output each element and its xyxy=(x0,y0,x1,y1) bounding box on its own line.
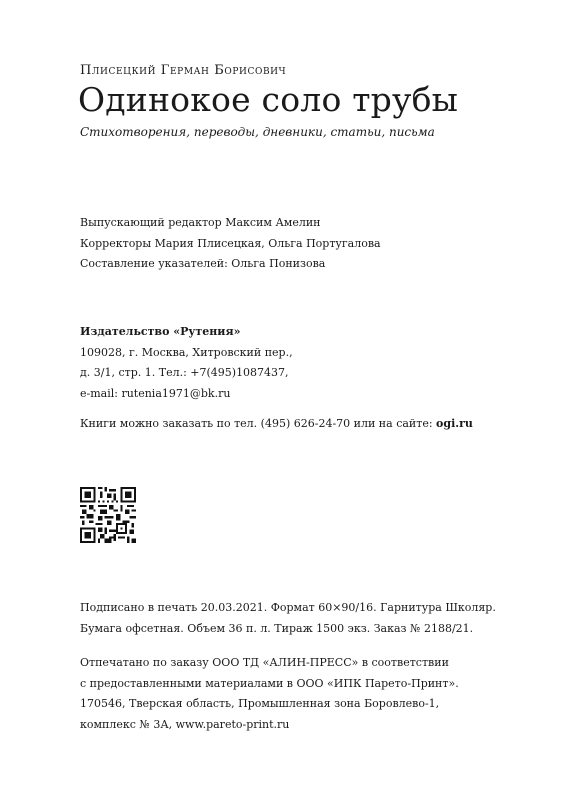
indexes-credit: Составление указателей: Ольга Понизова xyxy=(80,257,326,270)
qr-code-icon xyxy=(80,487,136,543)
author-name: Плисецкий Герман Борисович xyxy=(80,63,287,78)
publisher-address-line1: 109028, г. Москва, Хитровский пер., xyxy=(80,345,293,359)
credits-block xyxy=(80,213,381,275)
publisher-block xyxy=(80,322,293,404)
book-title: Одинокое соло трубы xyxy=(78,80,459,119)
publisher-name: Издательство «Рутения» xyxy=(80,325,241,338)
printer-block xyxy=(80,653,459,735)
correctors-credit: Корректоры Мария Плисецкая, Ольга Португалова xyxy=(80,236,381,250)
publisher-email: e-mail: rutenia1971@bk.ru xyxy=(80,386,231,400)
printer-line1: Отпечатано по заказу ООО ТД «АЛИН-ПРЕСС» в соответствии xyxy=(80,656,449,669)
printer-line2: с предоставленными материалами в ООО «ИПК Парето-Принт». xyxy=(80,676,459,690)
publisher-address-line2: д. 3/1, стр. 1. Тел.: +7(495)1087437, xyxy=(80,366,289,379)
printer-line4: комплекс № 3А, www.pareto-print.ru xyxy=(80,717,290,731)
order-info xyxy=(80,414,473,435)
imprint-line2: Бумага офсетная. Объем 36 п. л. Тираж 1500 экз. Заказ № 2188/21. xyxy=(80,621,474,635)
imprint-line1: Подписано в печать 20.03.2021. Формат 60×90/16. Гарнитура Школяр. xyxy=(80,601,496,614)
imprint-block xyxy=(80,598,496,639)
editor-credit: Выпускающий редактор Максим Амелин xyxy=(80,216,321,229)
order-text: Книги можно заказать по тел. (495) 626-24-70 или на сайте: xyxy=(80,417,437,430)
colophon-page xyxy=(80,0,560,800)
order-site-link[interactable]: ogi.ru xyxy=(436,417,473,430)
printer-line3: 170546, Тверская область, Промышленная зона Боровлево-1, xyxy=(80,697,440,710)
book-subtitle: Стихотворения, переводы, дневники, статьи, письма xyxy=(80,125,435,139)
